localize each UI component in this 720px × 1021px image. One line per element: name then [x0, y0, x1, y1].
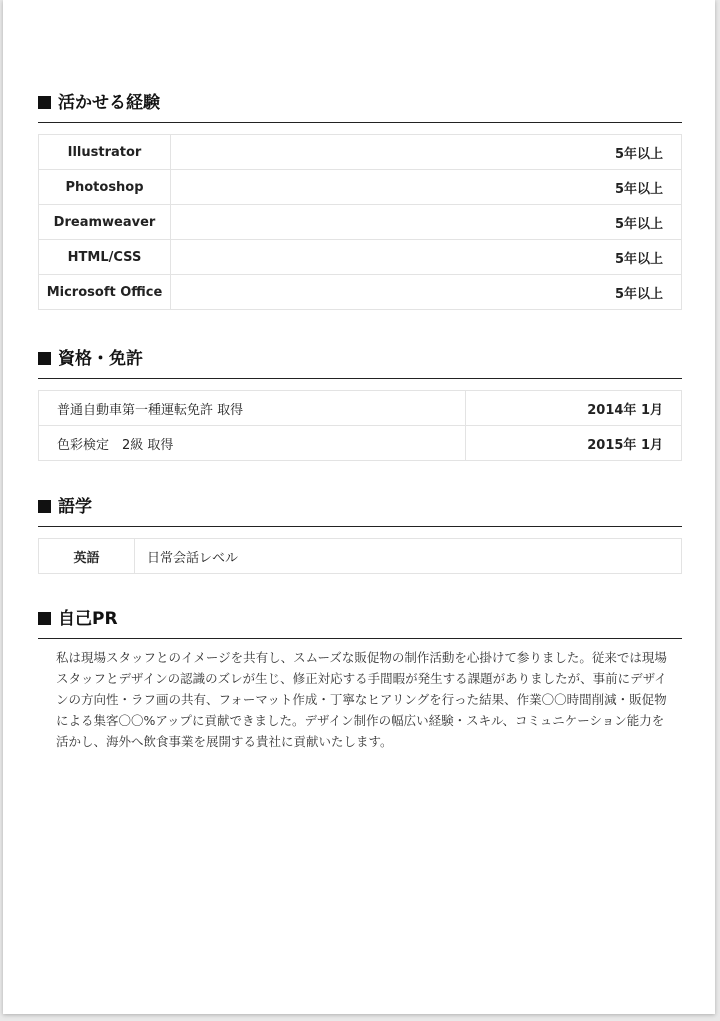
skill-name: Photoshop — [39, 170, 171, 205]
language-level: 日常会話レベル — [135, 539, 682, 574]
square-bullet-icon — [38, 612, 51, 625]
language-name: 英語 — [39, 539, 135, 574]
table-row — [39, 391, 682, 426]
table-row — [39, 135, 682, 170]
license-date: 2014年 1月 — [466, 391, 682, 426]
skill-duration: 5年以上 — [171, 205, 682, 240]
section-title-licenses: 資格・免許 — [38, 344, 682, 379]
skill-name: HTML/CSS — [39, 240, 171, 275]
skill-duration: 5年以上 — [171, 275, 682, 310]
table-row — [39, 205, 682, 240]
table-row — [39, 539, 682, 574]
table-row — [39, 426, 682, 461]
square-bullet-icon — [38, 96, 51, 109]
table-row — [39, 170, 682, 205]
skill-name: Illustrator — [39, 135, 171, 170]
skill-duration: 5年以上 — [171, 240, 682, 275]
license-name: 色彩検定 2級 取得 — [39, 426, 466, 461]
skill-duration: 5年以上 — [171, 170, 682, 205]
license-date: 2015年 1月 — [466, 426, 682, 461]
section-title-experience: 活かせる経験 — [38, 88, 682, 123]
table-row — [39, 240, 682, 275]
section-title-pr: 自己PR — [38, 604, 682, 639]
resume-page — [3, 0, 715, 1014]
square-bullet-icon — [38, 500, 51, 513]
skill-name: Microsoft Office — [39, 275, 171, 310]
section-title-languages: 語学 — [38, 492, 682, 527]
skill-duration: 5年以上 — [171, 135, 682, 170]
skill-name: Dreamweaver — [39, 205, 171, 240]
self-pr-text: 私は現場スタッフとのイメージを共有し、スムーズな販促物の制作活動を心掛けて参りました。従来では現場スタッフとデザインの認識のズレが生じ、修正対応する手間暇が発生する課題がありましたが、事前にデザインの方向性・ラフ画の共有、フォーマット作成・丁寧なヒアリングを行った結果、作業〇〇時間削減・販促物による集客〇〇%アップに貢献できました。デザイン制作の幅広い経験・スキル、コミュニケーション能力を活かし、海外へ飲食事業を展開する貴社に貢献いたします。 — [56, 650, 667, 749]
square-bullet-icon — [38, 352, 51, 365]
languages-table — [38, 538, 682, 574]
license-name: 普通自動車第一種運転免許 取得 — [39, 391, 466, 426]
licenses-table — [38, 390, 682, 461]
table-row — [39, 275, 682, 310]
experience-table — [38, 134, 682, 310]
